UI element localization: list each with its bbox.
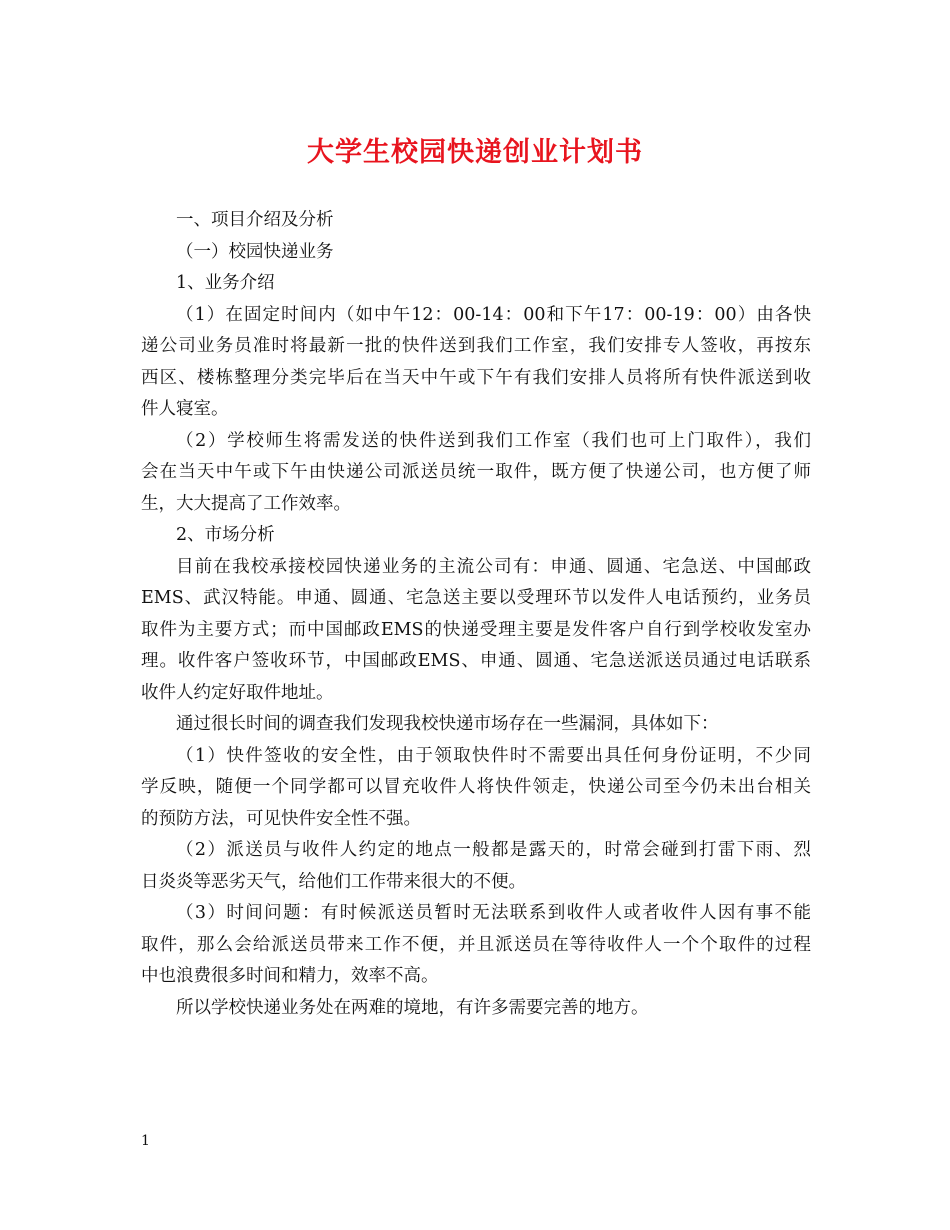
text-line: 中也浪费很多时间和精力，效率不高。 — [141, 966, 439, 986]
text-line: （2）派送员与收件人约定的地点一般都是露天的，时常会碰到打雷下雨、烈 — [176, 840, 811, 860]
text-line: 取件，那么会给派送员带来工作不便，并且派送员在等待收件人一个个取件的过程 — [141, 934, 811, 955]
document-title: 大学生校园快递创业计划书 — [307, 137, 643, 168]
text-line: （一）校园快递业务 — [176, 241, 334, 262]
text-line: 的预防方法，可见快件安全性不强。 — [141, 808, 421, 829]
text-line: 日炎炎等恶劣天气，给他们工作带来很大的不便。 — [141, 871, 526, 892]
text-line: 通过很长时间的调查我们发现我校快递市场存在一些漏洞，具体如下： — [176, 714, 719, 734]
text-line: 理。收件客户签收环节，中国邮政EMS、申通、圆通、宅急送派送员通过电话联系 — [141, 651, 811, 671]
text-line: 收件人约定好取件地址。 — [141, 682, 334, 703]
text-line: 生，大大提高了工作效率。 — [141, 493, 351, 514]
text-line: 取件为主要方式；而中国邮政EMS的快递受理主要是发件客户自行到学校收发室办 — [141, 619, 811, 640]
text-line: 2、市场分析 — [176, 525, 275, 545]
text-line: （1）快件签收的安全性，由于领取快件时不需要出具任何身份证明，不少同 — [176, 745, 811, 766]
text-line: （3）时间问题：有时候派送员暂时无法联系到收件人或者收件人因有事不能 — [176, 903, 811, 923]
document-body — [141, 205, 811, 1024]
text-line: EMS、武汉特能。申通、圆通、宅急送主要以受理环节以发件人电话预约，业务员 — [141, 588, 811, 608]
text-line: 学反映，随便一个同学都可以冒充收件人将快件领走，快递公司至今仍未出台相关 — [141, 777, 811, 797]
text-line: 目前在我校承接校园快递业务的主流公司有：申通、圆通、宅急送、中国邮政 — [176, 556, 811, 577]
text-line: 一、项目介绍及分析 — [176, 210, 334, 230]
text-line: 会在当天中午或下午由快递公司派送员统一取件，既方便了快递公司，也方便了师 — [141, 462, 811, 482]
text-line: （1）在固定时间内（如中午12：00-14：00和下午17：00-19：00）由各快 — [176, 304, 811, 325]
page-number: 1 — [141, 1133, 150, 1149]
text-line: 递公司业务员准时将最新一批的快件送到我们工作室，我们安排专人签收，再按东 — [141, 336, 811, 356]
text-line: 西区、楼栋整理分类完毕后在当天中午或下午有我们安排人员将所有快件派送到收 — [141, 367, 811, 388]
text-line: 1、业务介绍 — [176, 273, 275, 293]
text-line: （2）学校师生将需发送的快件送到我们工作室（我们也可上门取件），我们 — [176, 430, 811, 451]
text-line: 所以学校快递业务处在两难的境地，有许多需要完善的地方。 — [176, 997, 649, 1018]
text-line: 件人寝室。 — [141, 399, 229, 419]
